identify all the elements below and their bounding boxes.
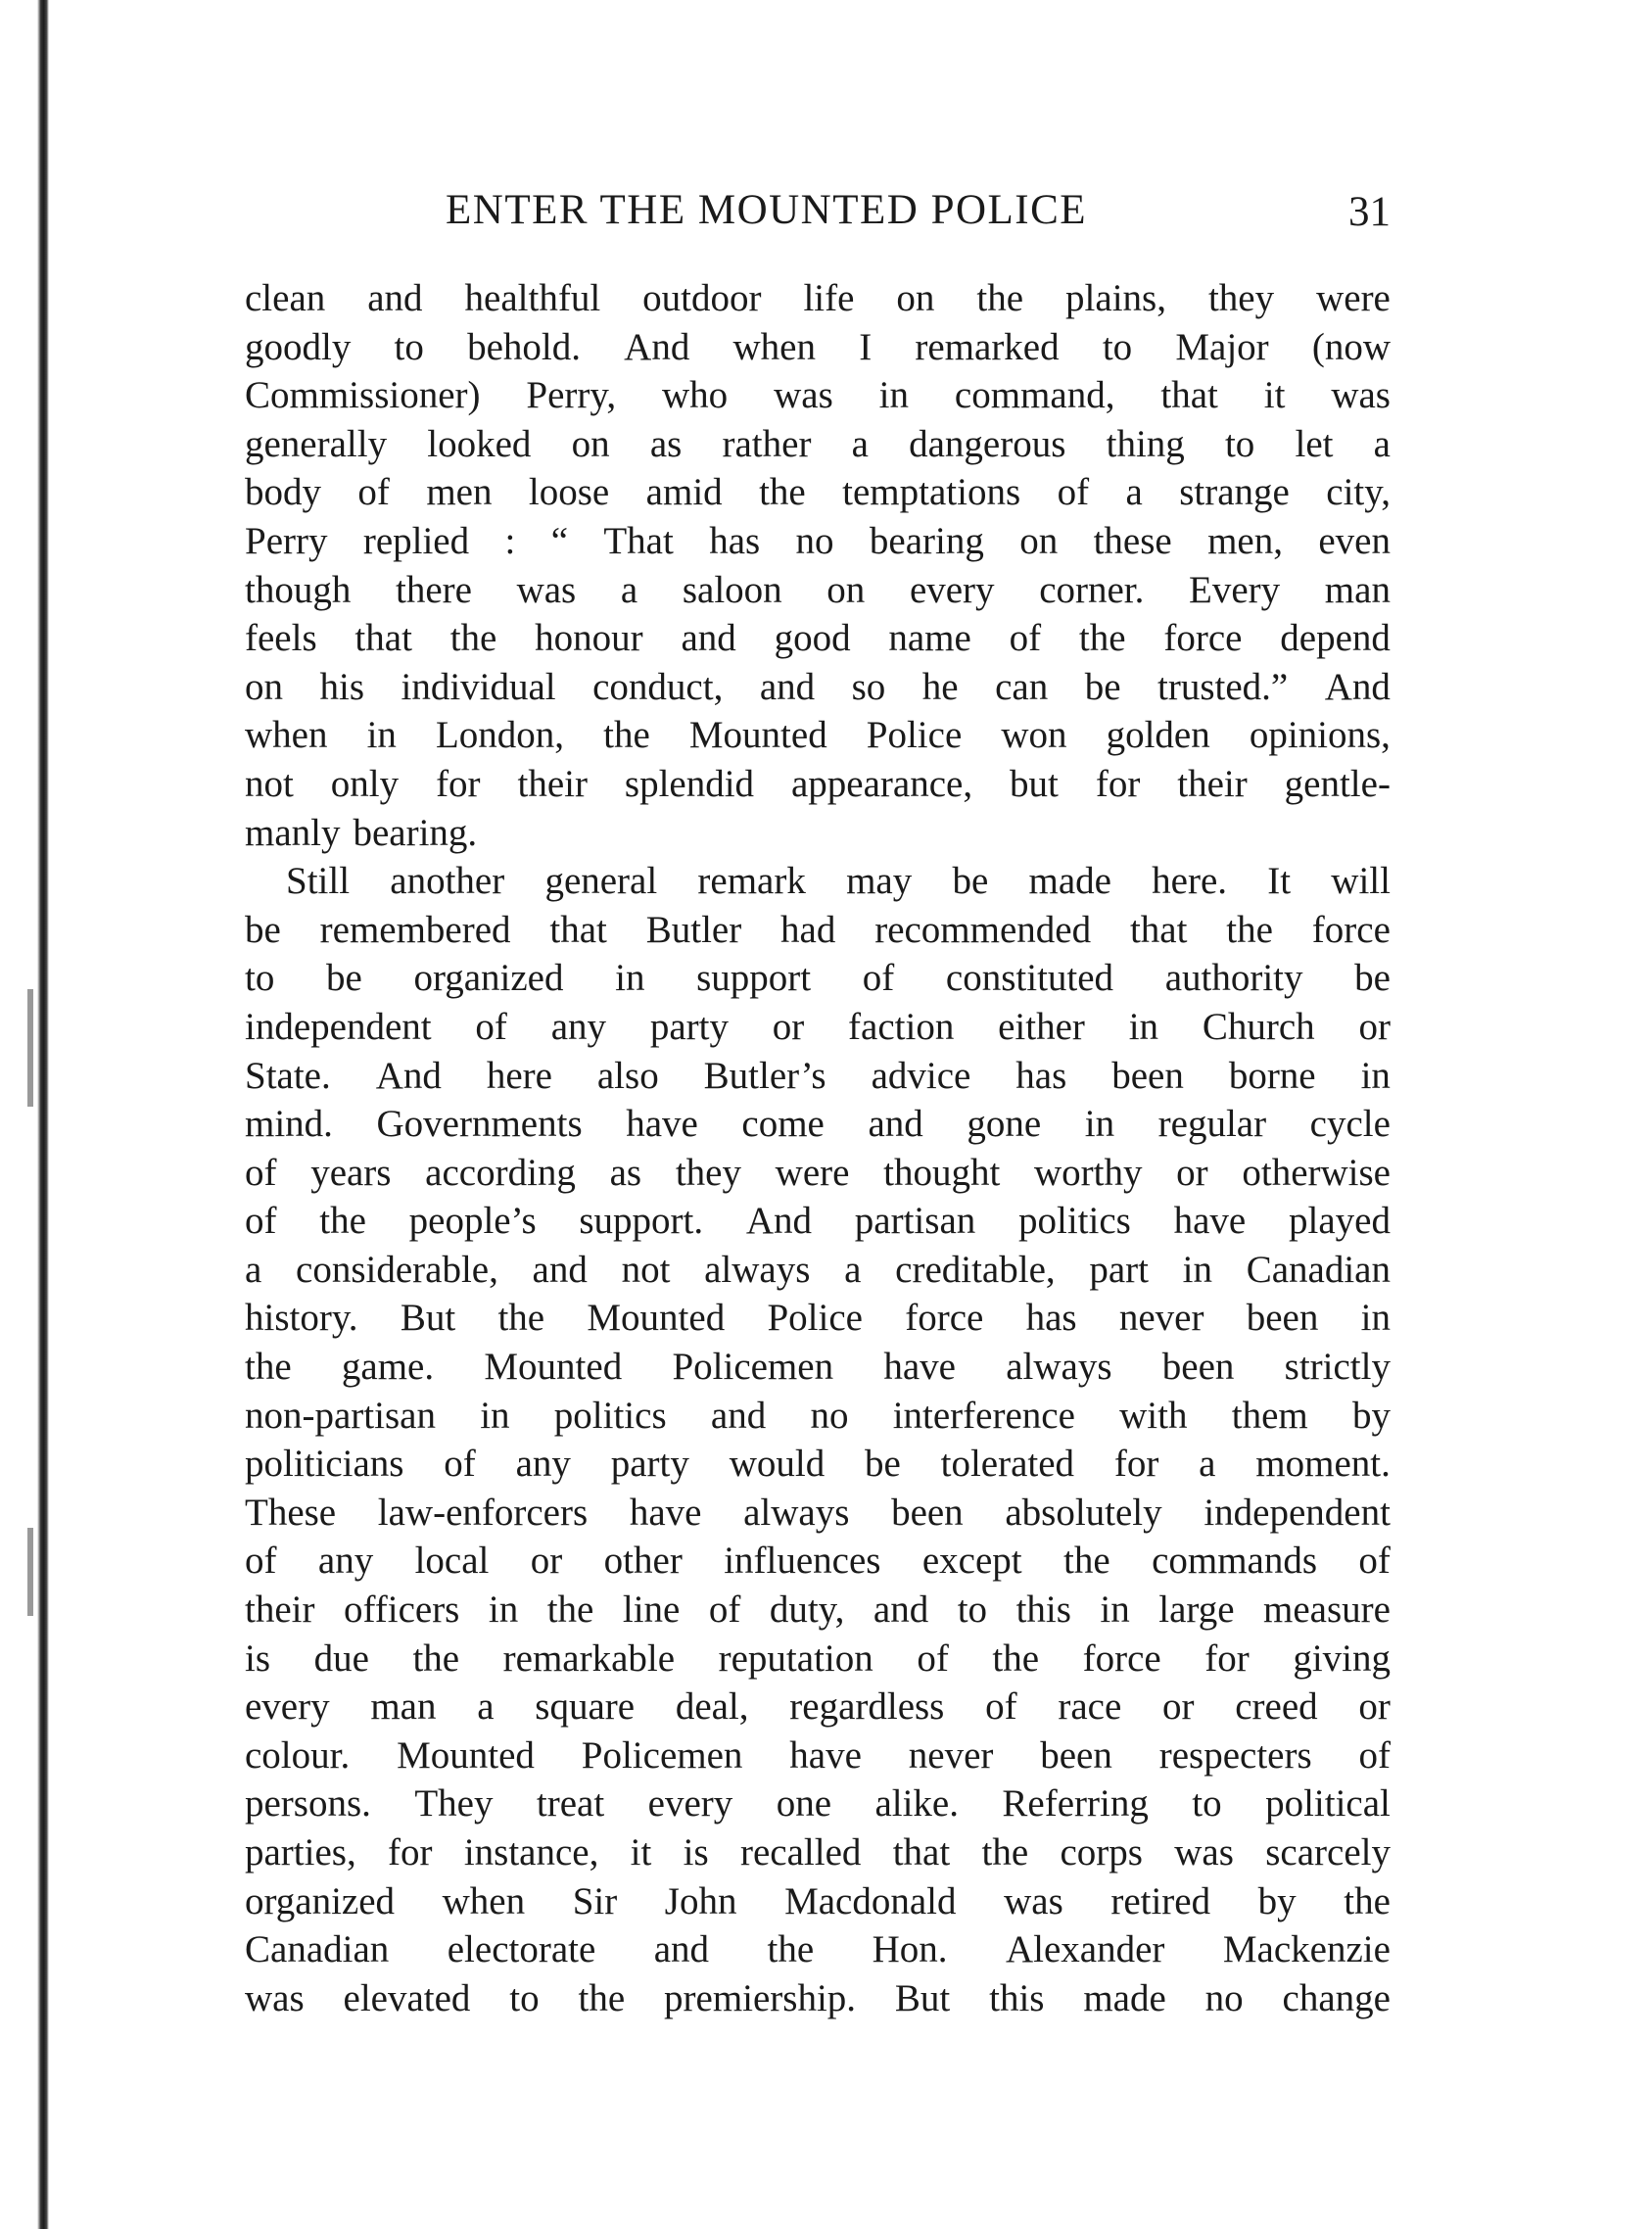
spine-mark bbox=[27, 989, 33, 1107]
text-line: every man a square deal, regardless of race or creed or bbox=[245, 1685, 1391, 1729]
text-line: not only for their splendid appearance, but for their gentle- bbox=[245, 762, 1391, 805]
text-line: feels that the honour and good name of the force depend bbox=[245, 617, 1391, 660]
text-line: politicians of any party would be tolerated for a moment. bbox=[245, 1443, 1391, 1486]
text-line: colour. Mounted Policemen have never been respecters of bbox=[245, 1733, 1391, 1777]
text-line: persons. They treat every one alike. Referring to political bbox=[245, 1782, 1391, 1826]
paragraph bbox=[245, 857, 1391, 2022]
text-line: when in London, the Mounted Police won golden opinions, bbox=[245, 714, 1391, 757]
text-line: mind. Governments have come and gone in regular cycle bbox=[245, 1103, 1391, 1146]
text-line: manly bearing. bbox=[245, 811, 478, 854]
paragraph bbox=[245, 274, 1391, 857]
text-line: is due the remarkable reputation of the force for giving bbox=[245, 1636, 1391, 1680]
page-number: 31 bbox=[1348, 189, 1391, 235]
text-line: was elevated to the premiership. But this made no change bbox=[245, 1976, 1391, 2019]
text-line: their officers in the line of duty, and to this in large measure bbox=[245, 1589, 1391, 1632]
text-line: Perry replied : “ That has no bearing on these men, even bbox=[245, 519, 1391, 562]
text-line: a considerable, and not always a creditable, part in Canadian bbox=[245, 1248, 1391, 1291]
text-line: Canadian electorate and the Hon. Alexander Mackenzie bbox=[245, 1928, 1391, 1971]
body-text bbox=[245, 274, 1391, 2022]
running-title: ENTER THE MOUNTED POLICE bbox=[446, 187, 1088, 233]
book-spine-shadow bbox=[37, 0, 49, 2229]
text-line: State. And here also Butler’s advice has been borne in bbox=[245, 1054, 1391, 1097]
text-line: the game. Mounted Policemen have always been strictly bbox=[245, 1346, 1391, 1389]
text-line: history. But the Mounted Police force has never been in bbox=[245, 1297, 1391, 1340]
text-line: Still another general remark may be made here. It will bbox=[286, 860, 1391, 903]
text-line: though there was a saloon on every corner. Every man bbox=[245, 568, 1391, 611]
text-line: on his individual conduct, and so he can be trusted.” And bbox=[245, 665, 1391, 708]
text-line: of the people’s support. And partisan politics have played bbox=[245, 1200, 1391, 1243]
text-line: to be organized in support of constituted authority be bbox=[245, 957, 1391, 1000]
text-line: Commissioner) Perry, who was in command, that it was bbox=[245, 374, 1391, 417]
text-line: non-partisan in politics and no interference with them by bbox=[245, 1394, 1391, 1437]
text-line: independent of any party or faction either in Church or bbox=[245, 1005, 1391, 1048]
text-line: goodly to behold. And when I remarked to Major (now bbox=[245, 325, 1391, 368]
text-line: clean and healthful outdoor life on the plains, they were bbox=[245, 277, 1391, 319]
running-head bbox=[245, 186, 1391, 245]
text-line: These law-enforcers have always been absolutely independent bbox=[245, 1491, 1391, 1534]
text-line: be remembered that Butler had recommended that the force bbox=[245, 908, 1391, 951]
text-line: body of men loose amid the temptations of a strange city, bbox=[245, 471, 1391, 514]
text-line: of any local or other influences except the commands of bbox=[245, 1540, 1391, 1583]
text-line: generally looked on as rather a dangerous thing to let a bbox=[245, 422, 1391, 465]
book-page bbox=[245, 0, 1391, 2229]
text-line: organized when Sir John Macdonald was retired by the bbox=[245, 1879, 1391, 1922]
text-line: parties, for instance, it is recalled that the corps was scarcely bbox=[245, 1831, 1391, 1873]
spine-mark bbox=[27, 1528, 33, 1616]
text-line: of years according as they were thought worthy or otherwise bbox=[245, 1151, 1391, 1194]
